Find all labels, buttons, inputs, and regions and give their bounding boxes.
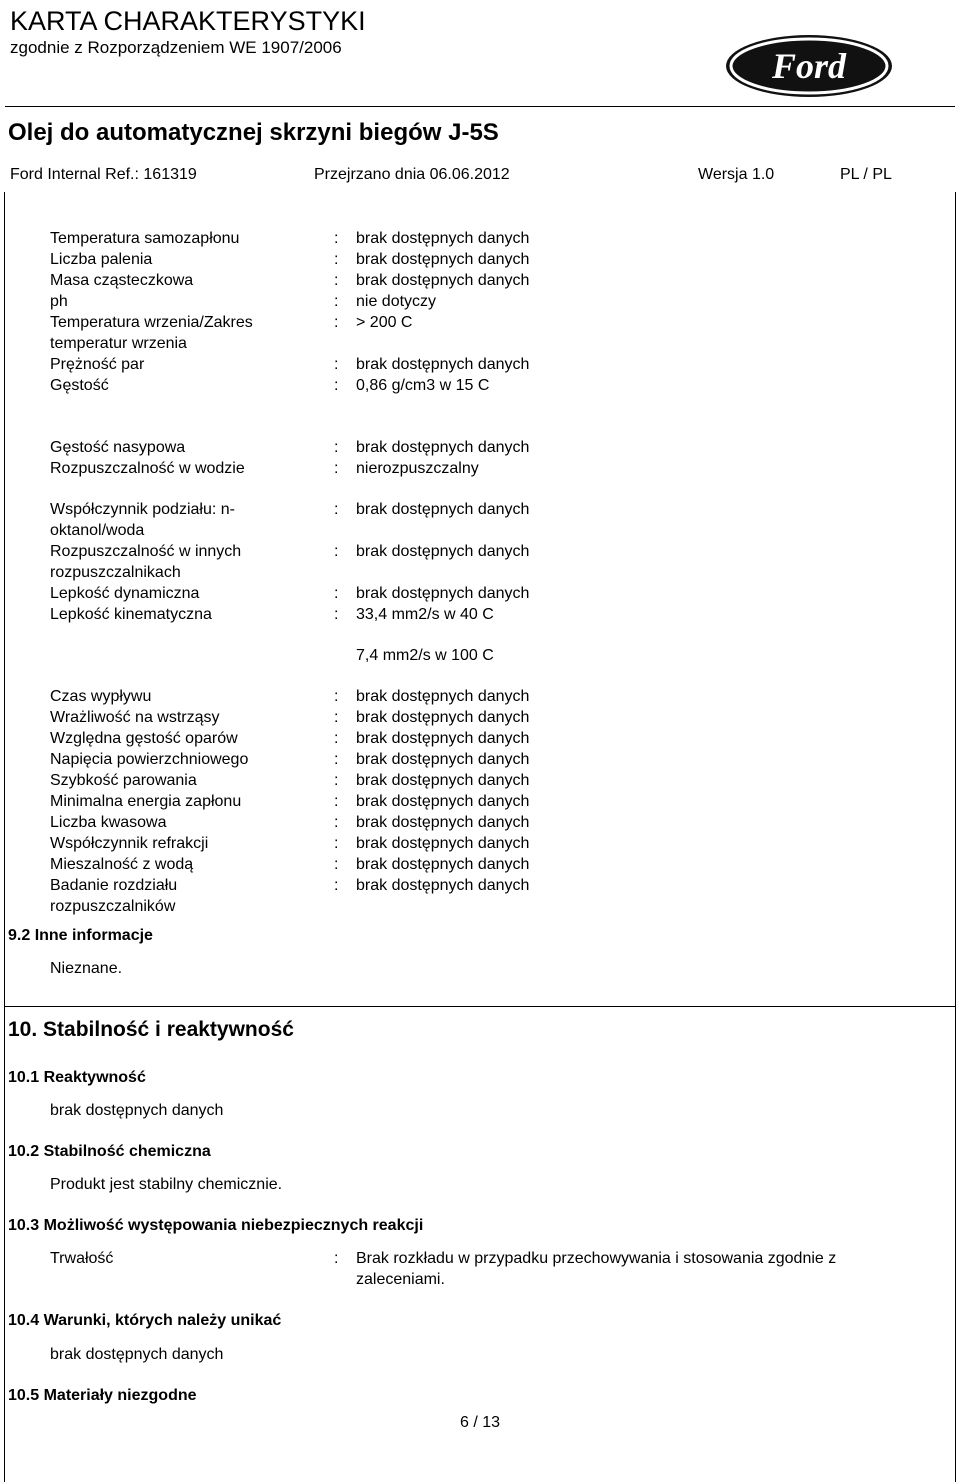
property-label: Napięcia powierzchniowego — [50, 751, 249, 768]
property-separator: : — [334, 543, 339, 560]
property-value: 7,4 mm2/s w 100 C — [356, 647, 494, 664]
property-separator: : — [334, 585, 339, 602]
property-label: Badanie rozdziału — [50, 877, 178, 894]
property-separator: : — [334, 856, 339, 873]
property-label: Liczba palenia — [50, 251, 153, 268]
property-label: temperatur wrzenia — [50, 335, 187, 352]
section-10-3-separator: : — [334, 1250, 339, 1267]
property-separator: : — [334, 293, 339, 310]
property-value: brak dostępnych danych — [356, 251, 530, 268]
property-value: brak dostępnych danych — [356, 230, 530, 247]
property-value: brak dostępnych danych — [356, 585, 530, 602]
property-value: 0,86 g/cm3 w 15 C — [356, 377, 490, 394]
property-separator: : — [334, 877, 339, 894]
property-value: > 200 C — [356, 314, 413, 331]
property-separator: : — [334, 772, 339, 789]
property-value: brak dostępnych danych — [356, 709, 530, 726]
revision-date: Przejrzano dnia 06.06.2012 — [314, 166, 510, 183]
property-value: brak dostępnych danych — [356, 856, 530, 873]
property-value: nierozpuszczalny — [356, 460, 479, 477]
section-10-4-heading: 10.4 Warunki, których należy unikać — [8, 1312, 282, 1329]
section-10-3-value-cont: zaleceniami. — [356, 1271, 445, 1288]
property-separator: : — [334, 314, 339, 331]
document-subtitle: zgodnie z Rozporządzeniem WE 1907/2006 — [10, 38, 342, 57]
property-label: Temperatura wrzenia/Zakres — [50, 314, 253, 331]
property-separator: : — [334, 439, 339, 456]
property-separator: : — [334, 356, 339, 373]
property-value: 33,4 mm2/s w 40 C — [356, 606, 494, 623]
property-separator: : — [334, 751, 339, 768]
property-separator: : — [334, 688, 339, 705]
property-value: brak dostępnych danych — [356, 356, 530, 373]
property-label: Minimalna energia zapłonu — [50, 793, 242, 810]
property-label: rozpuszczalnikach — [50, 564, 181, 581]
property-value: brak dostępnych danych — [356, 877, 530, 894]
property-label: Szybkość parowania — [50, 772, 197, 789]
property-label: Rozpuszczalność w innych — [50, 543, 242, 560]
property-separator: : — [334, 272, 339, 289]
property-value: nie dotyczy — [356, 293, 437, 310]
property-separator: : — [334, 377, 339, 394]
property-separator: : — [334, 606, 339, 623]
property-label: oktanol/woda — [50, 522, 145, 539]
property-separator: : — [334, 730, 339, 747]
property-separator: : — [334, 709, 339, 726]
property-label: Względna gęstość oparów — [50, 730, 238, 747]
property-label: Lepkość kinematyczna — [50, 606, 212, 623]
section-10-title: 10. Stabilność i reaktywność — [8, 1018, 294, 1041]
property-label: Liczba kwasowa — [50, 814, 167, 831]
property-value: brak dostępnych danych — [356, 501, 530, 518]
property-label: Temperatura samozapłonu — [50, 230, 240, 247]
section-10-3-label: Trwałość — [50, 1250, 114, 1267]
page-number: 6 / 13 — [459, 1414, 501, 1431]
property-label: Masa cząsteczkowa — [50, 272, 194, 289]
property-value: brak dostępnych danych — [356, 793, 530, 810]
logo-text: Ford — [771, 46, 847, 86]
property-value: brak dostępnych danych — [356, 835, 530, 852]
property-separator: : — [334, 835, 339, 852]
section-10-3-value: Brak rozkładu w przypadku przechowywania i stosowania zgodnie z — [356, 1250, 837, 1267]
property-label: Rozpuszczalność w wodzie — [50, 460, 245, 477]
version: Wersja 1.0 — [698, 166, 775, 183]
property-value: brak dostępnych danych — [356, 688, 530, 705]
section-9-2-text: Nieznane. — [50, 960, 123, 977]
property-separator: : — [334, 251, 339, 268]
section-9-2-heading: 9.2 Inne informacje — [8, 927, 153, 944]
property-label: Czas wypływu — [50, 688, 152, 705]
section-divider — [5, 1006, 955, 1007]
property-separator: : — [334, 230, 339, 247]
section-10-1-text: brak dostępnych danych — [50, 1102, 224, 1119]
section-10-1-heading: 10.1 Reaktywność — [8, 1069, 146, 1086]
section-10-2-text: Produkt jest stabilny chemicznie. — [50, 1176, 283, 1193]
ford-logo — [724, 34, 894, 98]
header-divider — [5, 106, 955, 107]
section-10-3-heading: 10.3 Możliwość występowania niebezpiecznych reakcji — [8, 1217, 424, 1234]
property-label: Współczynnik podziału: n- — [50, 501, 235, 518]
property-separator: : — [334, 460, 339, 477]
property-separator: : — [334, 793, 339, 810]
property-value: brak dostępnych danych — [356, 772, 530, 789]
internal-ref: Ford Internal Ref.: 161319 — [10, 166, 197, 183]
property-label: Wrażliwość na wstrząsy — [50, 709, 220, 726]
property-label: Mieszalność z wodą — [50, 856, 194, 873]
property-label: Współczynnik refrakcji — [50, 835, 209, 852]
property-label: Gęstość nasypowa — [50, 439, 186, 456]
property-value: brak dostępnych danych — [356, 439, 530, 456]
property-label: ph — [50, 293, 68, 310]
section-10-2-heading: 10.2 Stabilność chemiczna — [8, 1143, 211, 1160]
product-name: Olej do automatycznej skrzyni biegów J-5S — [8, 119, 499, 146]
property-label: rozpuszczalników — [50, 898, 176, 915]
language: PL / PL — [840, 166, 892, 183]
property-value: brak dostępnych danych — [356, 543, 530, 560]
property-label: Lepkość dynamiczna — [50, 585, 200, 602]
property-separator: : — [334, 814, 339, 831]
section-10-5-heading: 10.5 Materiały niezgodne — [8, 1387, 197, 1404]
property-separator: : — [334, 501, 339, 518]
property-label: Prężność par — [50, 356, 145, 373]
section-10-4-text: brak dostępnych danych — [50, 1346, 224, 1363]
property-label: Gęstość — [50, 377, 109, 394]
property-value: brak dostępnych danych — [356, 272, 530, 289]
property-value: brak dostępnych danych — [356, 814, 530, 831]
property-value: brak dostępnych danych — [356, 751, 530, 768]
property-value: brak dostępnych danych — [356, 730, 530, 747]
document-title: KARTA CHARAKTERYSTYKI — [10, 6, 366, 36]
